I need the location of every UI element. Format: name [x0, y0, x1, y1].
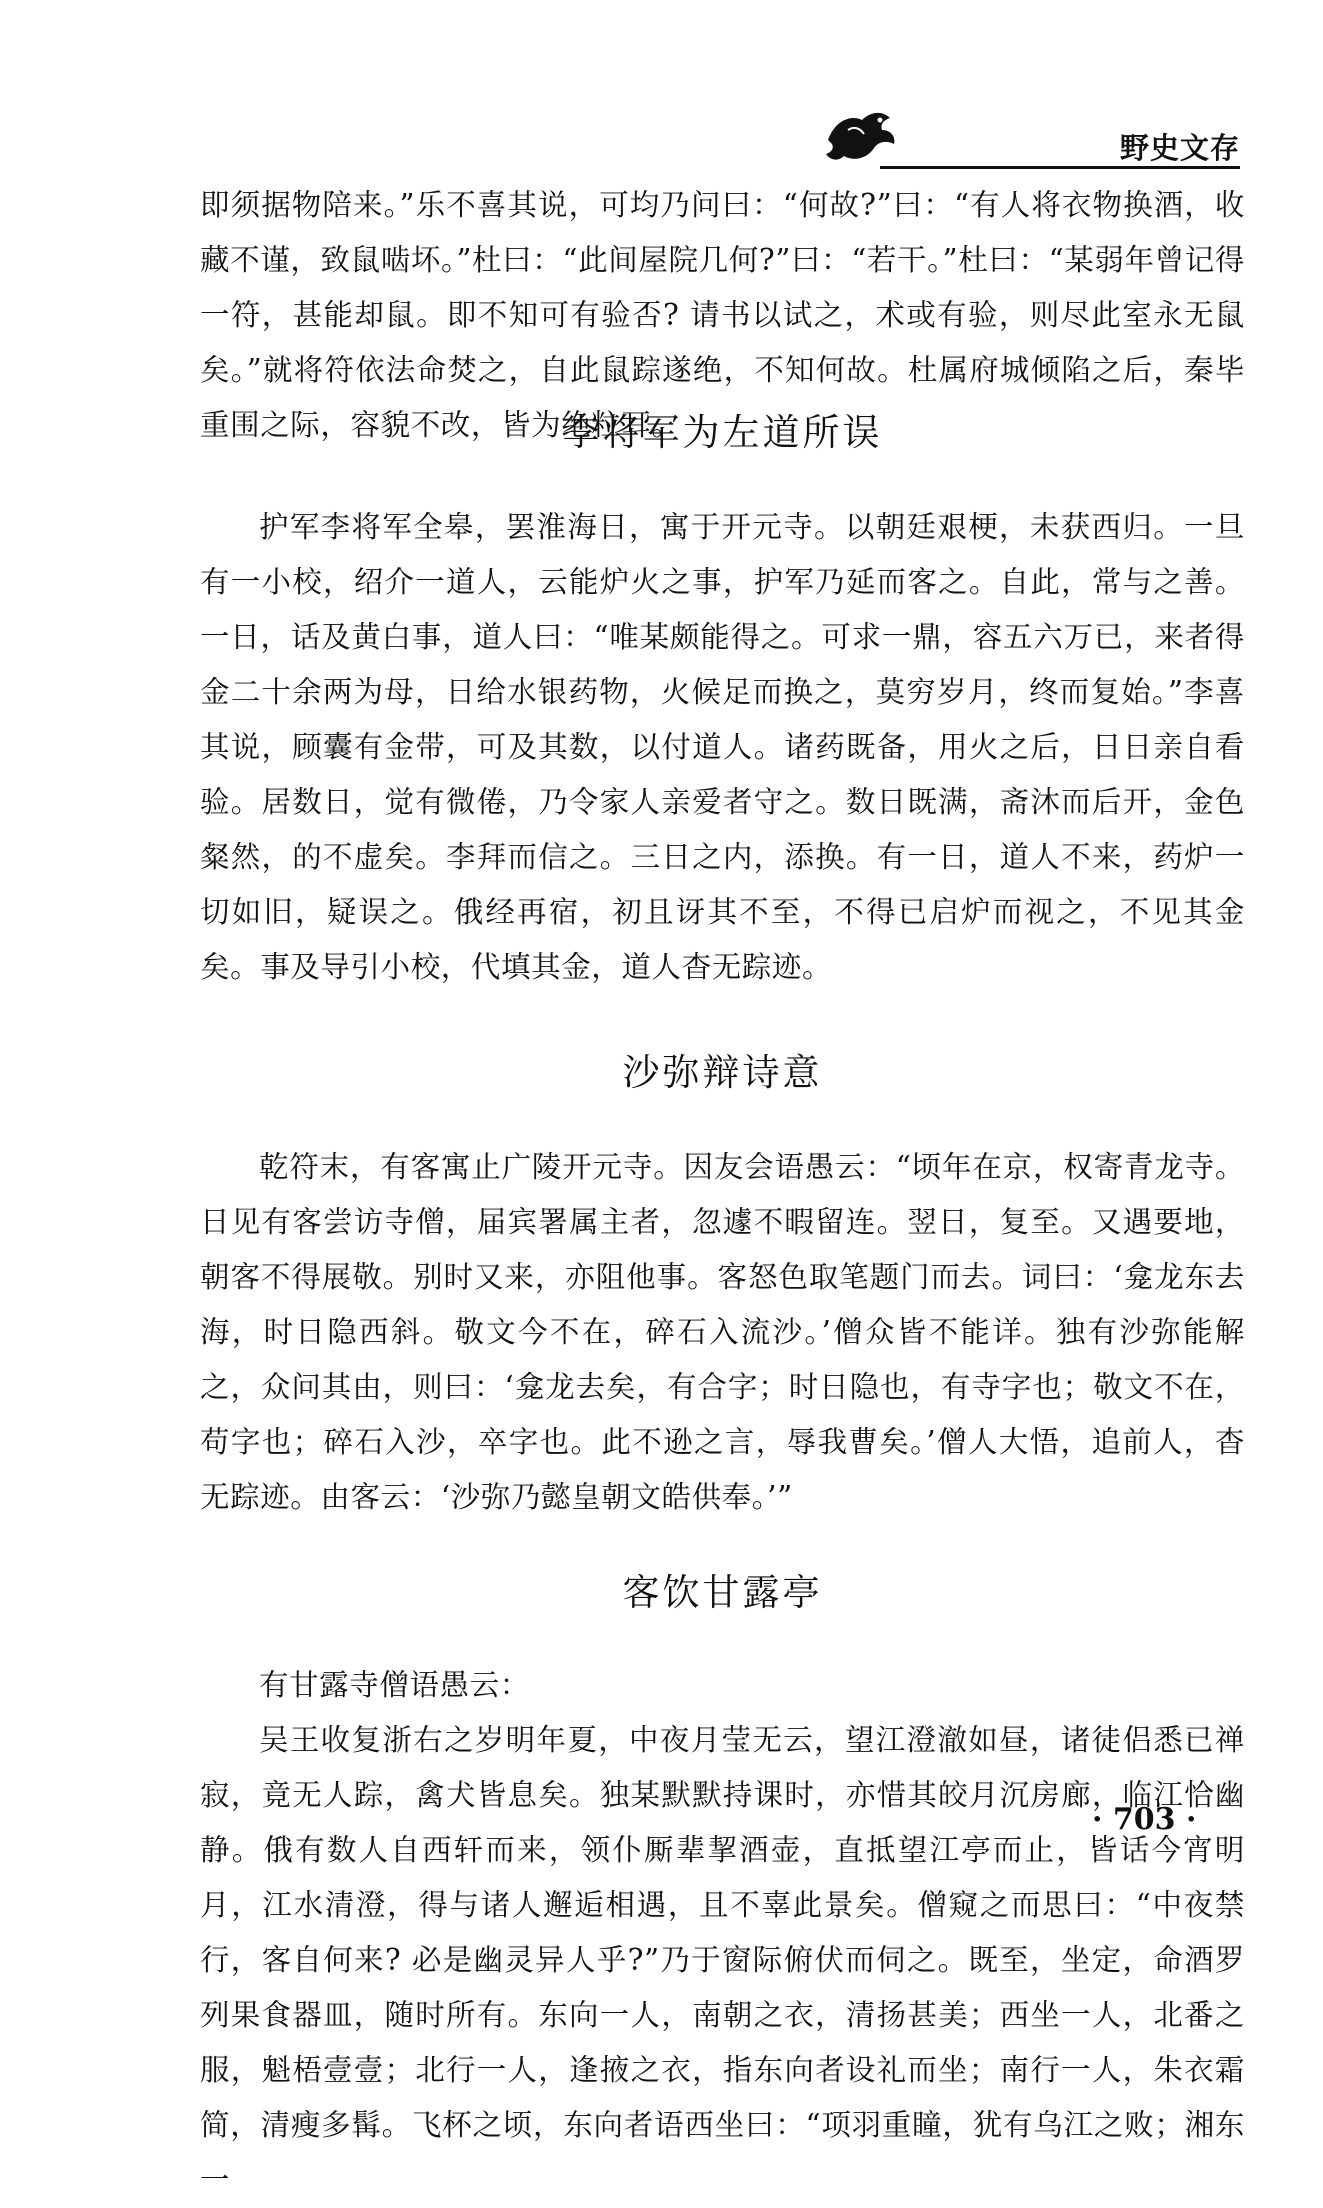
page-number: · 703 · — [1092, 1802, 1197, 1837]
page-body — [200, 178, 1245, 2208]
header-title: 野史文存 — [1120, 131, 1241, 165]
paragraph: 乾符末，有客寓止广陵开元寺。因友会语愚云：“顷年在京，权寄青龙寺。日见有客尝访寺僧，届宾署属主者，忽遽不暇留连。翌日，复至。又遇要地，朝客不得展敬。别时又来，亦阻他事。客怒色取笔题门而去。词曰：‘龛龙东去海，时日隐西斜。敬文今不在，碎石入流沙。’僧众皆不能详。独有沙弥能解之，众问其由，则曰：‘龛龙去矣，有合字；时日隐也，有寺字也；敬文不在，苟字也；碎石入沙，卒字也。此不逊之言，辱我曹矣。’僧人大悟，追前人，杳无踪迹。由客云：‘沙弥乃懿皇朝文皓供奉。’” — [200, 1150, 1245, 1514]
header-rule — [880, 166, 1240, 169]
paragraph: 吴王收复浙右之岁明年夏，中夜月莹无云，望江澄澈如昼，诸徒侣悉已禅寂，竟无人踪，禽犬皆息矣。独某默默持课时，亦惜其皎月沉房廊，临江恰幽静。俄有数人自西轩而来，领仆厮辈挈酒壶，直抵望江亭而止，皆话今宵明月，江水清澄，得与诸人邂逅相遇，且不辜此景矣。僧窥之而思曰：“中夜禁行，客自何来? 必是幽灵异人乎?”乃于窗际俯伏而伺之。既至，坐定，命酒罗列果食器皿，随时所有。东向一人，南朝之衣，清扬甚美；西坐一人，北番之服，魁梧壹壹；北行一人，逢掖之衣，指东向者设礼而坐；南行一人，朱衣霜简，清瘦多髯。飞杯之顷，东向者语西坐曰：“项羽重瞳，犹有乌江之败；湘东一 — [200, 1723, 1245, 2197]
section-title: 客饮甘露亭 — [622, 1571, 823, 1614]
paragraph: 护军李将军全皋，罢淮海日，寓于开元寺。以朝廷艰梗，未获西归。一旦有一小校，绍介一道人，云能炉火之事，护军乃延而客之。自此，常与之善。一日，话及黄白事，道人曰：“唯某颇能得之。可求一鼎，容五六万已，来者得金二十余两为母，日给水银药物，火候足而换之，莫穷岁月，终而复始。”李喜其说，顾囊有金带，可及其数，以付道人。诸药既备，用火之后，日日亲自看验。居数日，觉有微倦，乃令家人亲爱者守之。数日既满，斋沐而后开，金色粲然，的不虚矣。李拜而信之。三日之内，添换。有一日，道人不来，药炉一切如旧，疑误之。俄经再宿，初且讶其不至，不得已启炉而视之，不见其金矣。事及导引小校，代填其金，道人杳无踪迹。 — [200, 510, 1245, 984]
paragraph: 有甘露寺僧语愚云： — [259, 1668, 530, 1702]
paragraph: 即须据物陪来。”乐不喜其说，可均乃问曰：“何故?”曰：“有人将衣物换酒，收藏不谨，致鼠啮坏。”杜曰：“此间屋院几何?”曰：“若干。”杜曰：“某弱年曾记得一符，甚能却鼠。即不知可有验否? 请书以试之，术或有验，则尽此室永无鼠矣。”就将符依法命焚之，自此鼠踪遂绝，不知何故。杜属府城倾陷之后，秦毕重围之际，容貌不改，皆为绝粒耳。 — [200, 188, 1245, 442]
section-title: 沙弥辩诗意 — [622, 1051, 823, 1094]
section-title: 李将军为左道所误 — [562, 411, 883, 454]
page-header — [0, 0, 1323, 170]
dragon-emblem-icon — [820, 100, 900, 170]
